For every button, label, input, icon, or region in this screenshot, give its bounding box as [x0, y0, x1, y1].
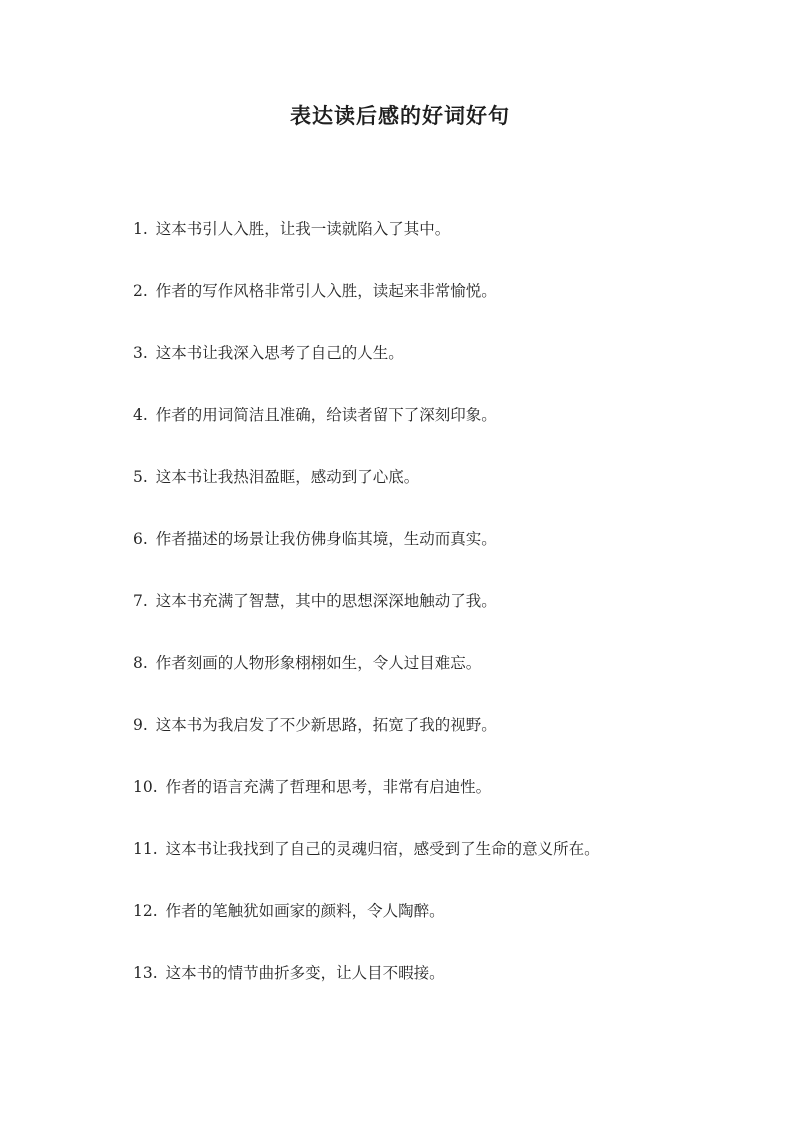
item-text: 作者的用词简洁且准确，给读者留下了深刻印象。 — [155, 406, 497, 424]
item-number: 1. — [133, 220, 148, 238]
item-text: 这本书让我热泪盈眶，感动到了心底。 — [155, 468, 420, 486]
item-number: 8. — [133, 654, 148, 672]
item-text: 作者的语言充满了哲理和思考，非常有启迪性。 — [165, 778, 492, 796]
item-number: 12. — [133, 902, 158, 920]
list-item — [133, 650, 773, 712]
page-title: 表达读后感的好词好句 — [290, 103, 510, 128]
item-text: 这本书让我深入思考了自己的人生。 — [155, 344, 404, 362]
item-text: 这本书为我启发了不少新思路，拓宽了我的视野。 — [155, 716, 497, 734]
item-number: 9. — [133, 716, 148, 734]
item-number: 3. — [133, 344, 148, 362]
list-item — [133, 898, 773, 960]
list-item — [133, 464, 773, 526]
list-item — [133, 960, 773, 1022]
item-text: 这本书的情节曲折多变，让人目不暇接。 — [165, 964, 445, 982]
item-number: 6. — [133, 530, 148, 548]
item-text: 作者描述的场景让我仿佛身临其境，生动而真实。 — [155, 530, 497, 548]
sentence-list — [133, 216, 773, 1022]
item-text: 作者刻画的人物形象栩栩如生，令人过目难忘。 — [155, 654, 482, 672]
list-item — [133, 526, 773, 588]
list-item — [133, 216, 773, 278]
list-item — [133, 712, 773, 774]
item-number: 5. — [133, 468, 148, 486]
item-number: 2. — [133, 282, 148, 300]
item-number: 7. — [133, 592, 148, 610]
item-text: 这本书引人入胜，让我一读就陷入了其中。 — [155, 220, 451, 238]
list-item — [133, 588, 773, 650]
list-item — [133, 774, 773, 836]
item-text: 这本书让我找到了自己的灵魂归宿，感受到了生命的意义所在。 — [165, 840, 600, 858]
item-number: 4. — [133, 406, 148, 424]
list-item — [133, 340, 773, 402]
list-item — [133, 402, 773, 464]
item-text: 作者的笔触犹如画家的颜料，令人陶醉。 — [165, 902, 445, 920]
list-item — [133, 278, 773, 340]
item-number: 11. — [133, 840, 158, 858]
item-number: 10. — [133, 778, 158, 796]
item-text: 这本书充满了智慧，其中的思想深深地触动了我。 — [155, 592, 497, 610]
item-number: 13. — [133, 964, 158, 982]
item-text: 作者的写作风格非常引人入胜，读起来非常愉悦。 — [155, 282, 497, 300]
list-item — [133, 836, 773, 898]
